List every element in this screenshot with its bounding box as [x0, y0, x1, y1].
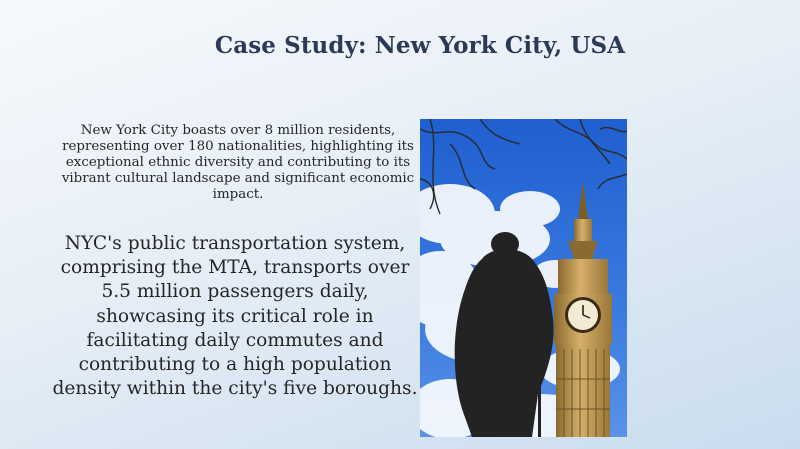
slide-title: Case Study: New York City, USA	[214, 32, 626, 59]
big-ben-statue-photo	[420, 119, 627, 437]
population-paragraph: New York City boasts over 8 million residents, representing over 180 nationalities, highlighting its exceptional ethnic diversity and contributing to its vibrant cultural landscape and significant economic impact.	[61, 123, 415, 202]
photo-illustration	[420, 119, 627, 437]
transport-paragraph: NYC's public transportation system, comprising the MTA, transports over 5.5 million passengers daily, showcasing its critical role in facilitating daily commutes and contributing to a high population density within the city's five boroughs.	[52, 233, 418, 400]
